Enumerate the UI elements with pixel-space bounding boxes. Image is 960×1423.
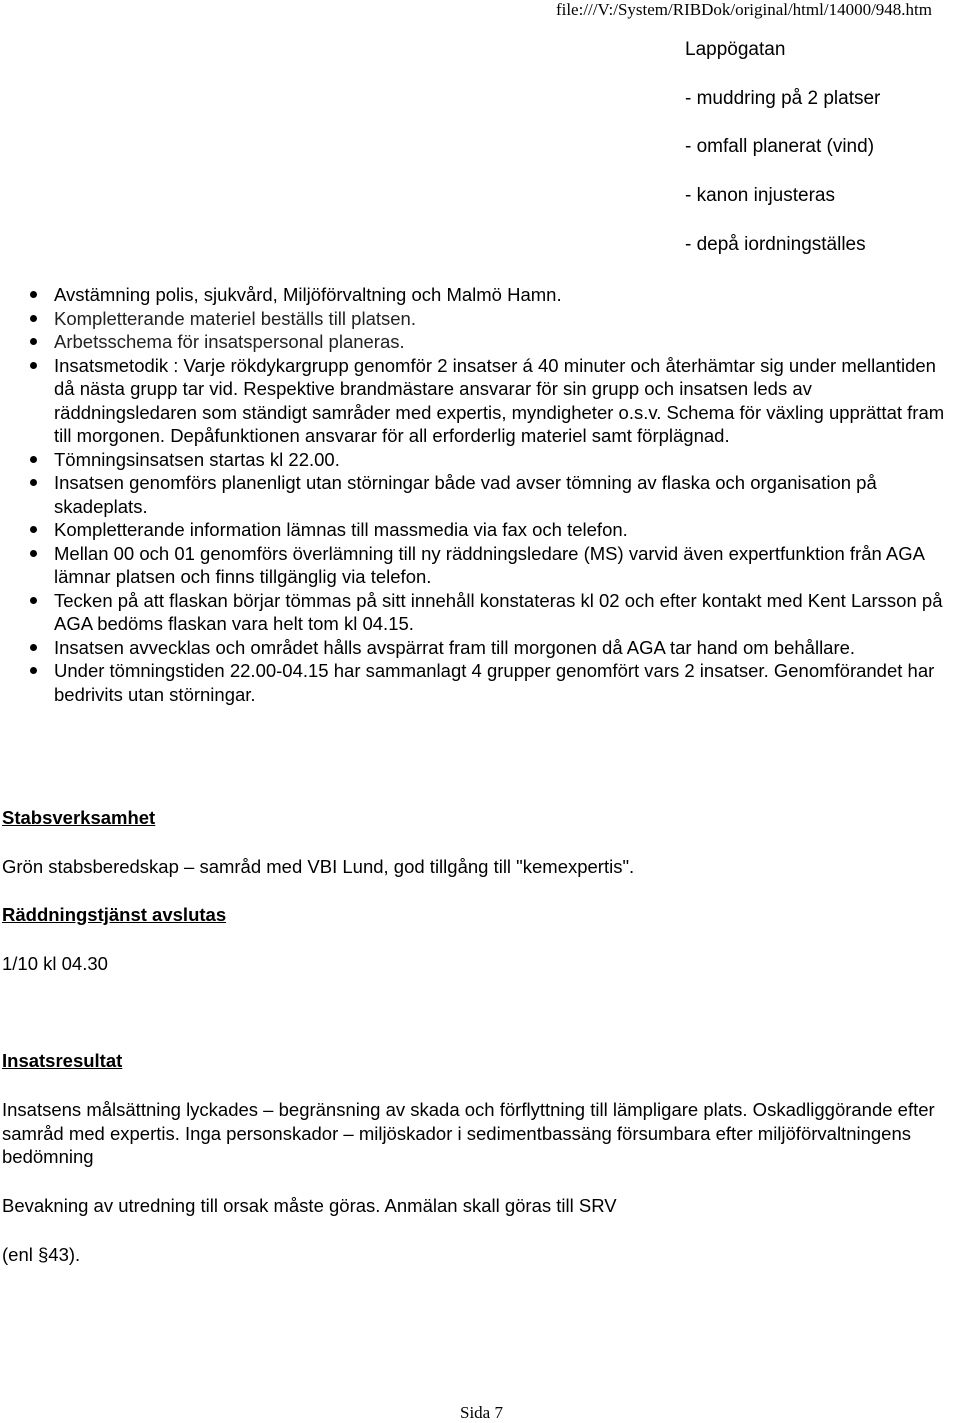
page-number: Sida 7 xyxy=(460,1403,503,1422)
list-item-text: Avstämning polis, sjukvård, Miljöförvaltning och Malmö Hamn. xyxy=(54,284,562,305)
list-item-text: Insatsen avvecklas och området hålls avspärrat fram till morgonen då AGA tar hand om behållare. xyxy=(54,636,856,658)
section-heading-avslutas: Räddningstjänst avslutas xyxy=(2,904,227,925)
list-item-text: Kompletterande materiel beställs till platsen. xyxy=(54,307,416,329)
bullet-icon xyxy=(30,315,37,322)
list-item xyxy=(0,448,960,472)
list-item xyxy=(0,307,960,331)
list-item xyxy=(0,518,960,542)
insatsresultat-followup: Bevakning av utredning till orsak måste göras. Anmälan skall göras till SRV xyxy=(2,1195,617,1216)
file-path-header: file:///V:/System/RIBDok/original/html/14000/948.htm xyxy=(555,0,932,19)
right-column xyxy=(685,38,880,281)
right-column-item: - depå iordningställes xyxy=(685,233,866,255)
list-item-text: Insatsen genomförs planenligt utan störningar både vad avser tömning av flaska och organisation på skadeplats. xyxy=(54,472,877,517)
bullet-icon xyxy=(30,597,37,604)
bullet-icon xyxy=(30,644,37,651)
bullet-icon xyxy=(30,338,37,345)
list-item xyxy=(0,636,960,660)
list-item xyxy=(0,471,960,518)
bullet-list xyxy=(0,283,960,706)
section-heading-stabsverksamhet: Stabsverksamhet xyxy=(2,807,156,828)
section-heading-insatsresultat: Insatsresultat xyxy=(2,1050,123,1071)
list-item-text: Tömningsinsatsen startas kl 22.00. xyxy=(54,448,340,470)
list-item-text: Mellan 00 och 01 genomförs överlämning till ny räddningsledare (MS) varvid även expertfunktion från AGA lämnar platsen och finns tillgänglig via telefon. xyxy=(54,542,924,587)
insatsresultat-text: Insatsens målsättning lyckades – begränsning av skada och förflyttning till lämpligare plats. Oskadliggörande efter samråd med expertis. Inga personskador – miljöskador i sedimentbassäng försumbara efter miljöförvaltningens bedömning xyxy=(2,1099,935,1167)
list-item-text: Under tömningstiden 22.00-04.15 har sammanlagt 4 grupper genomfört vars 2 insatser. Genomförandet har bedrivits utan störningar. xyxy=(54,660,935,705)
list-item-text: Insatsmetodik : Varje rökdykargrupp genomför 2 insatser á 40 minuter och återhämtar sig under mellantiden då nästa grupp tar vid. Respektive brandmästare ansvarar för sin grupp och insatsen leds av räddningsledaren som ständigt samråder med expertis, myndigheter o.s.v. Schema för växling upprättat fram till morgonen. Depåfunktionen ansvarar för all erforderlig materiel samt förplägnad. xyxy=(54,354,945,446)
right-column-item: - omfall planerat (vind) xyxy=(685,136,875,158)
bullet-icon xyxy=(30,667,37,674)
list-item xyxy=(0,659,960,706)
bullet-icon xyxy=(30,456,37,463)
bullet-icon xyxy=(30,291,37,298)
list-item xyxy=(0,283,960,307)
avslutas-text: 1/10 kl 04.30 xyxy=(2,953,108,974)
right-column-title: Lappögatan xyxy=(685,39,786,60)
bullet-icon xyxy=(30,526,37,533)
list-item-text: Arbetsschema för insatspersonal planeras. xyxy=(54,331,405,352)
bullet-icon xyxy=(30,550,37,557)
list-item xyxy=(0,354,960,448)
list-item xyxy=(0,589,960,636)
bullet-icon xyxy=(30,362,37,369)
stabsverksamhet-text: Grön stabsberedskap – samråd med VBI Lund, god tillgång till "kemexpertis". xyxy=(2,856,635,877)
list-item xyxy=(0,542,960,589)
list-item-text: Kompletterande information lämnas till massmedia via fax och telefon. xyxy=(54,519,628,540)
list-item-text: Tecken på att flaskan börjar tömmas på sitt innehåll konstateras kl 02 och efter kontakt med Kent Larsson på AGA bedöms flaskan vara helt tom kl 04.15. xyxy=(54,589,943,634)
right-column-item: - muddring på 2 platser xyxy=(685,87,881,109)
list-item xyxy=(0,330,960,354)
bullet-icon xyxy=(30,479,37,486)
insatsresultat-reference: (enl §43). xyxy=(2,1244,81,1265)
right-column-item: - kanon injusteras xyxy=(685,185,835,207)
